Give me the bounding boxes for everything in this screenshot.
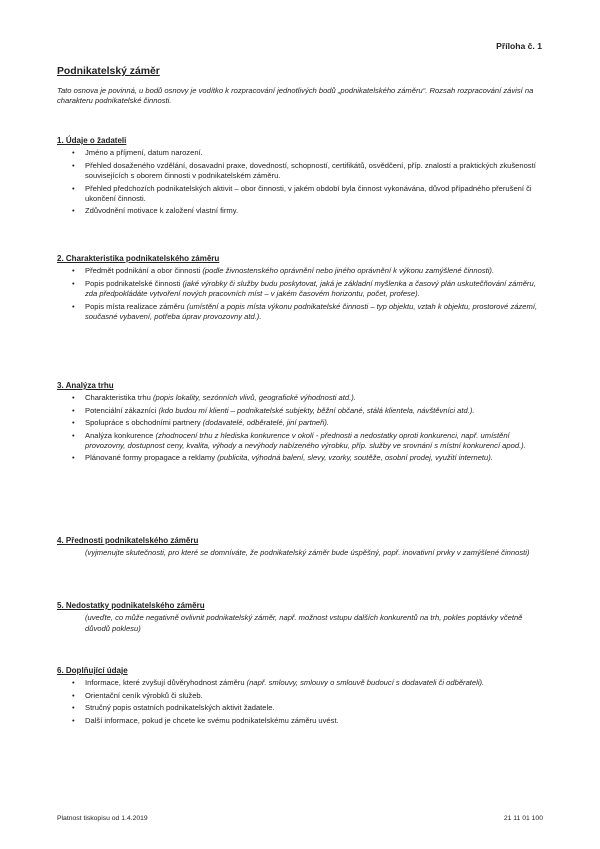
list-item: • Analýza konkurence (zhodnocení trhu z hlediska konkurence v okolí - přednosti a nedostatky oproti konkurenci, např. umístění provozovny, dostupnost ceny, kvalita, výhody a nevýhody nabízeného výrobku, příp. služby ve srovnání s místní konkurencí apod.).: [72, 430, 526, 451]
section-weaknesses: [57, 601, 547, 634]
page-title: Podnikatelský záměr: [57, 66, 160, 77]
bullet-icon: •: [72, 148, 75, 158]
bullet-icon: •: [72, 266, 75, 276]
bullet-icon: •: [72, 678, 75, 688]
bullet-icon: •: [72, 160, 75, 170]
list-item: • Potenciální zákazníci (kdo budou mí klienti – podnikatelské subjekty, běžní občané, stálá klientela, návštěvníci atd.).: [72, 405, 475, 415]
list-item: • Zdůvodnění motivace k založení vlastní firmy.: [72, 206, 239, 216]
section-note: (uveďte, co může negativně ovlivnit podnikatelský záměr, např. možnost vstupu dalších konkurentů na trh, pokles poptávky včetně důvodů poklesu): [85, 613, 523, 633]
bullet-list: [57, 393, 547, 463]
bullet-icon: •: [72, 703, 75, 713]
section-heading: 5. Nedostatky podnikatelského záměru: [57, 601, 205, 610]
bullet-icon: •: [72, 453, 75, 463]
list-item: • Jméno a příjmení, datum narození.: [72, 148, 203, 158]
section-characteristics: [57, 254, 547, 324]
bullet-list: [57, 678, 547, 726]
list-item: • Orientační ceník výrobků či služeb.: [72, 690, 203, 700]
list-item: • Přehled předchozích podnikatelských aktivit – obor činnosti, v jakém období byla činnost vykonávána, důvod případného přerušení či ukončení činnosti.: [72, 183, 532, 204]
bullet-list: [57, 148, 547, 216]
bullet-list: [57, 266, 547, 322]
list-item: • Popis místa realizace záměru (umístění a popis místa výkonu podnikatelské činnosti – typ objektu, vztah k objektu, prostorové zázemí, současné vybavení, potřeba úprav provozovny atd.).: [72, 301, 538, 322]
bullet-icon: •: [72, 715, 75, 725]
bullet-icon: •: [72, 430, 75, 440]
bullet-icon: •: [72, 206, 75, 216]
section-heading: 3. Analýza trhu: [57, 381, 114, 390]
bullet-icon: •: [72, 183, 75, 193]
bullet-icon: •: [72, 393, 75, 403]
intro-text: Tato osnova je povinná, u bodů osnovy je vodítko k rozpracování jednotlivých bodů „podnikatelského záměru“. Rozsah rozpracování závisí na charakteru podnikatelské činnosti.: [57, 86, 534, 106]
list-item: • Přehled dosaženého vzdělání, dosavadní praxe, dovedností, schopností, certifikátů, osvědčení, příp. znalostí a praktických zkušeností souvisejících s oborem činnosti v podnikatelském záměru.: [72, 160, 536, 181]
list-item: • Další informace, pokud je chcete ke svému podnikatelskému záměru uvést.: [72, 715, 339, 725]
footer-code: 21 11 01 100: [503, 815, 543, 822]
list-item: • Charakteristika trhu (popis lokality, sezónních vlivů, geografické výhodnosti atd.).: [72, 393, 356, 403]
section-heading: 1. Údaje o žadateli: [57, 136, 127, 145]
list-item: • Předmět podnikání a obor činnosti (podle živnostenského oprávnění nebo jiného oprávnění k výkonu zamýšlené činnosti).: [72, 266, 495, 276]
annex-label: Příloha č. 1: [496, 41, 542, 51]
section-heading: 2. Charakteristika podnikatelského záměru: [57, 254, 220, 263]
section-applicant: [57, 136, 547, 219]
section-strengths: [57, 536, 547, 559]
list-item: • Popis podnikatelské činnosti (jaké výrobky či služby budu poskytovat, jaká je základní myšlenka a časový plán uskutečňování záměru, zda předpokládáte vytvoření nových pracovních míst – v jakém časovém horizontu, počet, profese).: [72, 278, 536, 299]
section-supplementary: [57, 666, 547, 728]
list-item: • Informace, které zvyšují důvěryhodnost záměru (např. smlouvy, smlouvy o smlouvě budoucí s dodavateli či odběrateli).: [72, 678, 485, 688]
bullet-icon: •: [72, 690, 75, 700]
bullet-icon: •: [72, 301, 75, 311]
bullet-icon: •: [72, 418, 75, 428]
list-item: • Spolupráce s obchodními partnery (dodavatelé, odběratelé, jiní partneři).: [72, 418, 329, 428]
list-item: • Stručný popis ostatních podnikatelských aktivit žadatele.: [72, 703, 275, 713]
list-item: • Plánované formy propagace a reklamy (publicita, výhodná balení, slevy, vzorky, soutěže, osobní prodej, využití internetu).: [72, 453, 493, 463]
section-note: (vyjmenujte skutečnosti, pro které se domníváte, že podnikatelský záměr bude úspěšný, popř. inovativní prvky v zamýšlené činnosti): [85, 548, 530, 558]
section-heading: 4. Přednosti podnikatelského záměru: [57, 536, 199, 545]
section-market-analysis: [57, 381, 547, 466]
section-heading: 6. Doplňující údaje: [57, 666, 128, 675]
bullet-icon: •: [72, 278, 75, 288]
bullet-icon: •: [72, 405, 75, 415]
footer-validity: Platnost tiskopisu od 1.4.2019: [57, 815, 148, 822]
